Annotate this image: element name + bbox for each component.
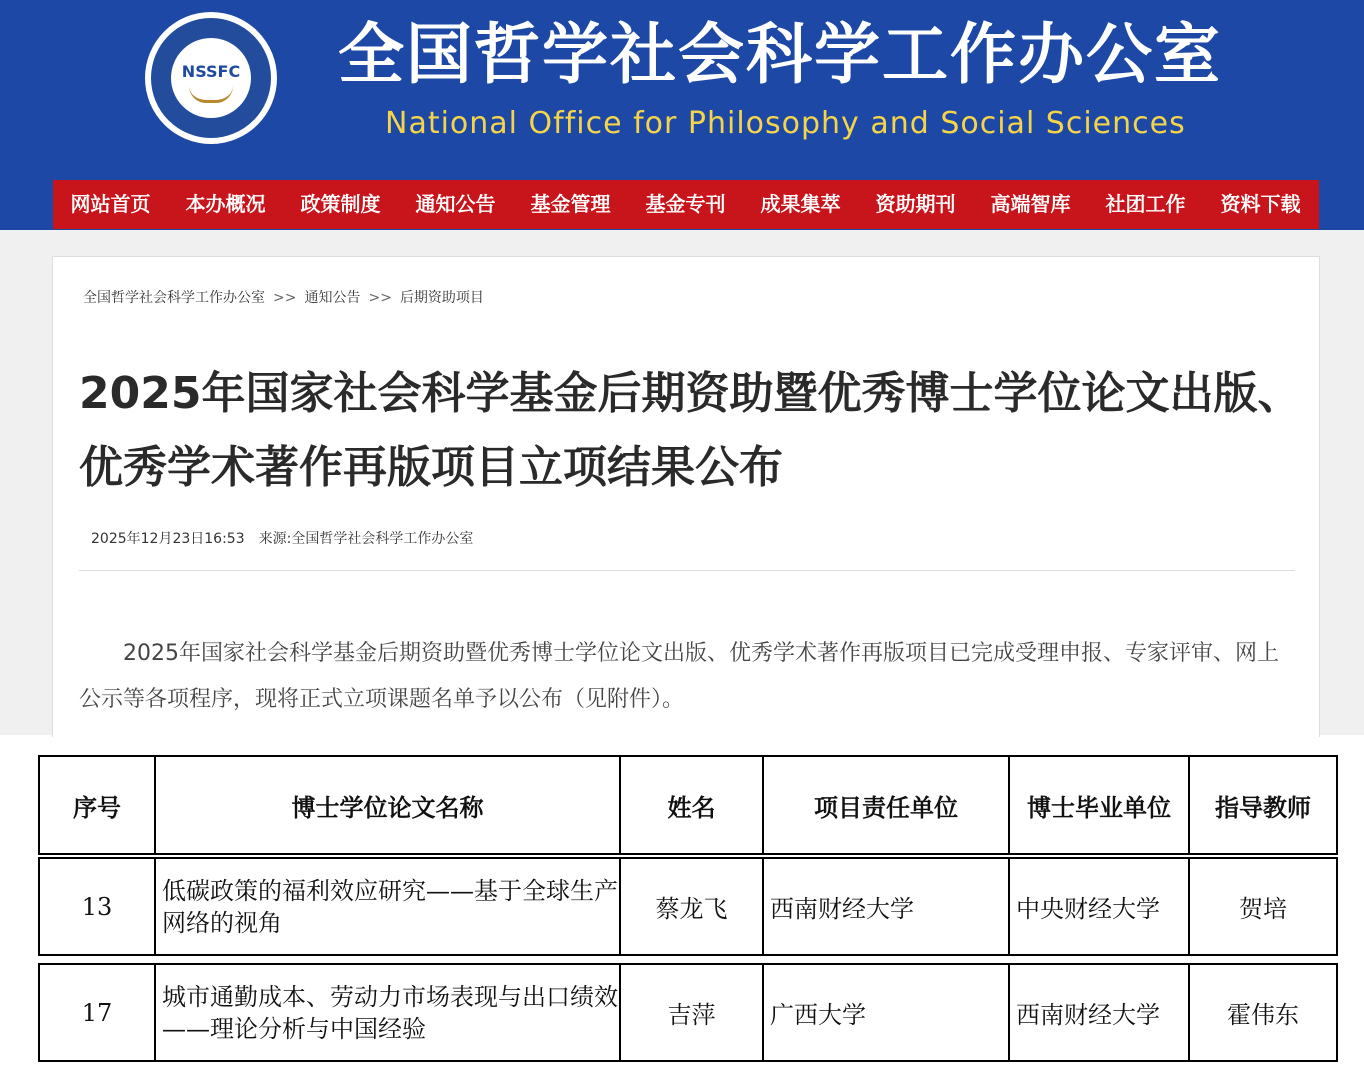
column-header-name: 姓名 [620, 756, 763, 854]
table-header [38, 755, 1338, 855]
logo-inner [171, 38, 251, 118]
cell-index: 17 [39, 964, 155, 1061]
cell-thesis-title: 低碳政策的福利效应研究——基于全球生产网络的视角 [155, 858, 620, 955]
breadcrumb-separator: >> [368, 290, 392, 306]
divider [79, 570, 1295, 571]
publish-date: 2025年12月23日16:53 [91, 531, 245, 547]
cell-advisor: 贺培 [1189, 858, 1337, 955]
breadcrumb-home[interactable]: 全国哲学社会科学工作办公室 [83, 290, 265, 306]
table-row [38, 963, 1338, 1062]
article-title: 2025年国家社会科学基金后期资助暨优秀博士学位论文出版、优秀学术著作再版项目立项结果公布 [79, 368, 1302, 493]
cell-advisor: 霍伟东 [1189, 964, 1337, 1061]
nav-item-societies[interactable]: 社团工作 [1105, 192, 1186, 216]
column-header-graduation-unit: 博士毕业单位 [1009, 756, 1189, 854]
breadcrumb [83, 287, 484, 307]
article-meta [91, 528, 473, 548]
table-row [38, 857, 1338, 956]
site-title-english: National Office for Philosophy and Social Sciences [385, 106, 1186, 141]
nav-item-home[interactable]: 网站首页 [70, 192, 151, 216]
nav-item-downloads[interactable]: 资料下载 [1220, 192, 1301, 216]
nav-item-about[interactable]: 本办概况 [185, 192, 266, 216]
cell-name: 蔡龙飞 [620, 858, 763, 955]
logo-text: NSSFC [181, 62, 241, 81]
cell-name: 吉萍 [620, 964, 763, 1061]
cell-responsible-unit: 广西大学 [763, 964, 1009, 1061]
breadcrumb-current[interactable]: 后期资助项目 [399, 290, 484, 306]
nav-item-think-tanks[interactable]: 高端智库 [990, 192, 1071, 216]
cell-graduation-unit: 中央财经大学 [1009, 858, 1189, 955]
cell-graduation-unit: 西南财经大学 [1009, 964, 1189, 1061]
nav-item-fund-journal[interactable]: 基金专刊 [645, 192, 726, 216]
book-icon [189, 86, 233, 103]
article-panel [52, 256, 1320, 737]
cell-index: 13 [39, 858, 155, 955]
nav-item-fund-management[interactable]: 基金管理 [530, 192, 611, 216]
nav-item-achievements[interactable]: 成果集萃 [760, 192, 841, 216]
column-header-responsible-unit: 项目责任单位 [763, 756, 1009, 854]
cell-responsible-unit: 西南财经大学 [763, 858, 1009, 955]
breadcrumb-separator: >> [273, 290, 297, 306]
source-label: 来源: [258, 531, 292, 547]
breadcrumb-notices[interactable]: 通知公告 [304, 290, 361, 306]
column-header-advisor: 指导教师 [1189, 756, 1337, 854]
nav-item-funded-journals[interactable]: 资助期刊 [875, 192, 956, 216]
site-title-chinese: 全国哲学社会科学工作办公室 [338, 15, 1222, 93]
column-header-thesis-title: 博士学位论文名称 [155, 756, 620, 854]
article-body: 2025年国家社会科学基金后期资助暨优秀博士学位论文出版、优秀学术著作再版项目已完成受理申报、专家评审、网上公示等各项程序，现将正式立项课题名单予以公布（见附件）。 [79, 641, 1279, 712]
nav-item-policy[interactable]: 政策制度 [300, 192, 381, 216]
nssfc-logo[interactable] [145, 12, 277, 144]
column-header-index: 序号 [39, 756, 155, 854]
main-nav [53, 180, 1319, 229]
source-name: 全国哲学社会科学工作办公室 [291, 531, 474, 547]
nav-item-notices[interactable]: 通知公告 [415, 192, 496, 216]
cell-thesis-title: 城市通勤成本、劳动力市场表现与出口绩效——理论分析与中国经验 [155, 964, 620, 1061]
site-header [0, 0, 1364, 230]
logo-ring [151, 18, 271, 138]
